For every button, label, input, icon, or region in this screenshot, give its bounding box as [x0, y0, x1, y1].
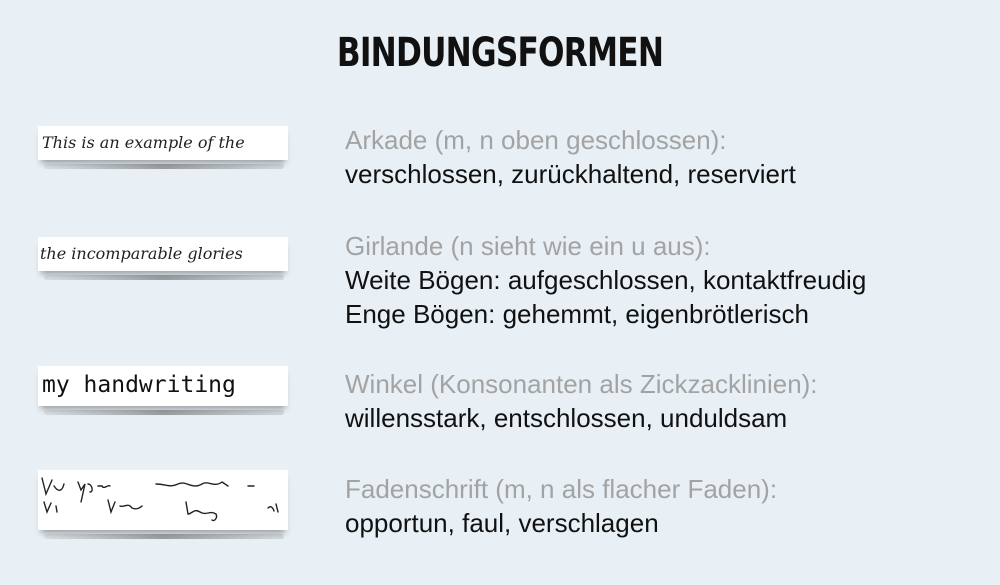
binding-description: Weite Bögen: aufgeschlossen, kontaktfreudig: [345, 265, 867, 295]
handwriting-sample-arkade: [38, 126, 288, 160]
binding-label: Arkade (m, n oben geschlossen):: [345, 125, 727, 155]
binding-label: Girlande (n sieht wie ein u aus):: [345, 231, 711, 261]
binding-description: Enge Bögen: gehemmt, eigenbrötlerisch: [345, 299, 809, 329]
handwriting-sample-fadenschrift: [38, 470, 288, 530]
binding-description: willensstark, entschlossen, unduldsam: [345, 403, 788, 433]
sample-text: This is an example of the: [42, 133, 245, 152]
handwriting-sample-girlande: [38, 237, 288, 271]
binding-label: Fadenschrift (m, n als flacher Faden):: [345, 474, 778, 504]
page-title: BINDUNGSFORMEN: [336, 30, 664, 76]
sample-text: the incomparable glories: [40, 244, 243, 263]
binding-description: opportun, faul, verschlagen: [345, 508, 659, 538]
binding-label: Winkel (Konsonanten als Zickzacklinien):: [345, 369, 818, 399]
handwriting-sample-winkel: [38, 366, 288, 406]
sample-text: my handwriting: [42, 372, 236, 398]
binding-description: verschlossen, zurückhaltend, reserviert: [345, 159, 796, 189]
